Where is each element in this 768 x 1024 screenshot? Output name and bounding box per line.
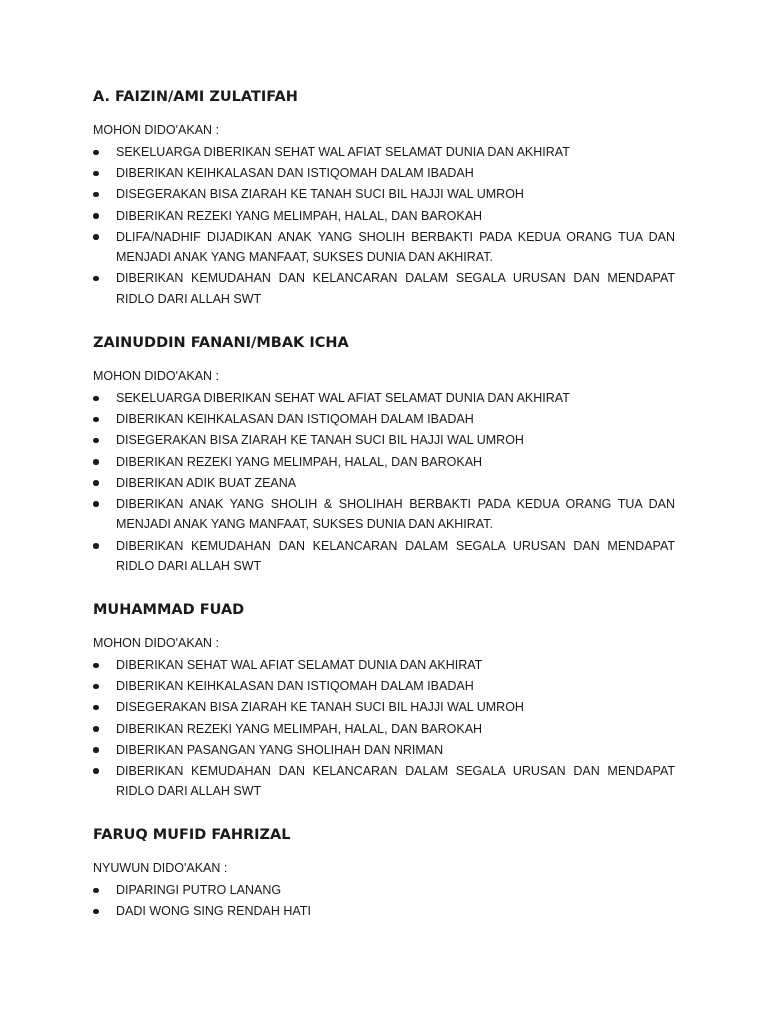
prayer-item xyxy=(93,409,675,430)
prayer-text: DIPARINGI PUTRO LANANG xyxy=(116,883,282,897)
prayer-item xyxy=(93,719,675,740)
prayer-text: SEKELUARGA DIBERIKAN SEHAT WAL AFIAT SELAMAT DUNIA DAN AKHIRAT xyxy=(116,145,570,159)
bullet-icon xyxy=(93,480,99,486)
prayer-item xyxy=(93,901,675,922)
bullet-icon xyxy=(93,396,99,402)
bullet-icon xyxy=(93,684,99,690)
prayer-item xyxy=(93,494,675,535)
section-heading: ZAINUDDIN FANANI/MBAK ICHA xyxy=(93,335,349,351)
bullet-icon xyxy=(93,438,99,444)
prayer-item xyxy=(93,206,675,227)
prayer-item xyxy=(93,740,675,761)
prayer-item xyxy=(93,880,675,901)
prayer-section xyxy=(93,333,675,577)
prayer-text: DIBERIKAN ANAK YANG SHOLIH & SHOLIHAH BERBAKTI PADA KEDUA ORANG TUA DAN MENJADI ANAK YANG MANFAAT, SUKSES DUNIA DAN AKHIRAT. xyxy=(116,496,675,532)
bullet-icon xyxy=(93,234,99,240)
prayer-text: SEKELUARGA DIBERIKAN SEHAT WAL AFIAT SELAMAT DUNIA DAN AKHIRAT xyxy=(116,391,570,405)
prayer-item xyxy=(93,761,675,802)
bullet-icon xyxy=(93,171,99,177)
prayer-text: DISEGERAKAN BISA ZIARAH KE TANAH SUCI BIL HAJJI WAL UMROH xyxy=(116,187,524,202)
section-intro: MOHON DIDO'AKAN : xyxy=(93,123,220,137)
bullet-icon xyxy=(93,768,99,774)
prayer-text: DADI WONG SING RENDAH HATI xyxy=(116,904,311,919)
bullet-icon xyxy=(93,888,99,894)
prayer-text: DIBERIKAN KEMUDAHAN DAN KELANCARAN DALAM SEGALA URUSAN DAN MENDAPAT RIDLO DARI ALLAH SWT xyxy=(116,763,675,799)
prayer-text: DIBERIKAN KEIHKALASAN DAN ISTIQOMAH DALAM IBADAH xyxy=(116,679,474,694)
prayer-text: DIBERIKAN KEMUDAHAN DAN KELANCARAN DALAM SEGALA URUSAN DAN MENDAPAT RIDLO DARI ALLAH SWT xyxy=(116,538,675,574)
prayer-text: DIBERIKAN ADIK BUAT ZEANA xyxy=(116,475,297,490)
prayer-text: DIBERIKAN KEIHKALASAN DAN ISTIQOMAH DALAM IBADAH xyxy=(116,166,474,181)
prayer-item xyxy=(93,676,675,697)
prayer-item xyxy=(93,163,675,184)
bullet-icon xyxy=(93,459,99,465)
prayer-section xyxy=(93,825,675,922)
prayer-text: DIBERIKAN REZEKI YANG MELIMPAH, HALAL, DAN BAROKAH xyxy=(116,721,483,736)
bullet-icon xyxy=(93,705,99,711)
bullet-icon xyxy=(93,150,99,156)
section-intro: MOHON DIDO'AKAN : xyxy=(93,369,220,383)
bullet-icon xyxy=(93,726,99,732)
bullet-icon xyxy=(93,192,99,198)
bullet-icon xyxy=(93,417,99,423)
prayer-list xyxy=(93,388,675,577)
bullet-icon xyxy=(93,663,99,669)
prayer-text: DIBERIKAN KEMUDAHAN DAN KELANCARAN DALAM SEGALA URUSAN DAN MENDAPAT RIDLO DARI ALLAH SWT xyxy=(116,271,675,306)
prayer-item xyxy=(93,536,675,577)
prayer-item xyxy=(93,227,675,268)
prayer-text: DISEGERAKAN BISA ZIARAH KE TANAH SUCI BIL HAJJI WAL UMROH xyxy=(116,433,524,448)
prayer-item xyxy=(93,184,675,205)
section-heading: MUHAMMAD FUAD xyxy=(93,602,245,618)
section-heading: FARUQ MUFID FAHRIZAL xyxy=(93,827,291,843)
bullet-icon xyxy=(93,909,99,915)
bullet-icon xyxy=(93,501,99,507)
prayer-item xyxy=(93,388,675,409)
prayer-list xyxy=(93,142,675,309)
prayer-item xyxy=(93,142,675,163)
prayer-section xyxy=(93,87,675,310)
section-heading: A. FAIZIN/AMI ZULATIFAH xyxy=(93,89,298,105)
prayer-item xyxy=(93,655,675,676)
prayer-text: DLIFA/NADHIF DIJADIKAN ANAK YANG SHOLIH BERBAKTI PADA KEDUA ORANG TUA DAN MENJADI ANAK YANG MANFAAT, SUKSES DUNIA DAN AKHIRAT. xyxy=(116,229,675,265)
prayer-text: DIBERIKAN PASANGAN YANG SHOLIHAH DAN NRIMAN xyxy=(116,742,444,757)
prayer-item xyxy=(93,473,675,494)
prayer-list xyxy=(93,655,675,802)
section-intro: MOHON DIDO'AKAN : xyxy=(93,636,220,650)
bullet-icon xyxy=(93,543,99,549)
prayer-item xyxy=(93,697,675,718)
prayer-text: DIBERIKAN SEHAT WAL AFIAT SELAMAT DUNIA DAN AKHIRAT xyxy=(116,658,483,672)
prayer-item xyxy=(93,268,675,309)
prayer-text: DIBERIKAN REZEKI YANG MELIMPAH, HALAL, DAN BAROKAH xyxy=(116,208,483,223)
prayer-item xyxy=(93,452,675,473)
prayer-item xyxy=(93,430,675,451)
bullet-icon xyxy=(93,276,99,282)
prayer-section xyxy=(93,600,675,803)
prayer-text: DIBERIKAN KEIHKALASAN DAN ISTIQOMAH DALAM IBADAH xyxy=(116,412,474,427)
bullet-icon xyxy=(93,213,99,219)
prayer-list xyxy=(93,880,675,922)
prayer-text: DIBERIKAN REZEKI YANG MELIMPAH, HALAL, DAN BAROKAH xyxy=(116,454,483,469)
section-intro: NYUWUN DIDO'AKAN : xyxy=(93,861,228,875)
prayer-text: DISEGERAKAN BISA ZIARAH KE TANAH SUCI BIL HAJJI WAL UMROH xyxy=(116,700,524,715)
bullet-icon xyxy=(93,747,99,753)
